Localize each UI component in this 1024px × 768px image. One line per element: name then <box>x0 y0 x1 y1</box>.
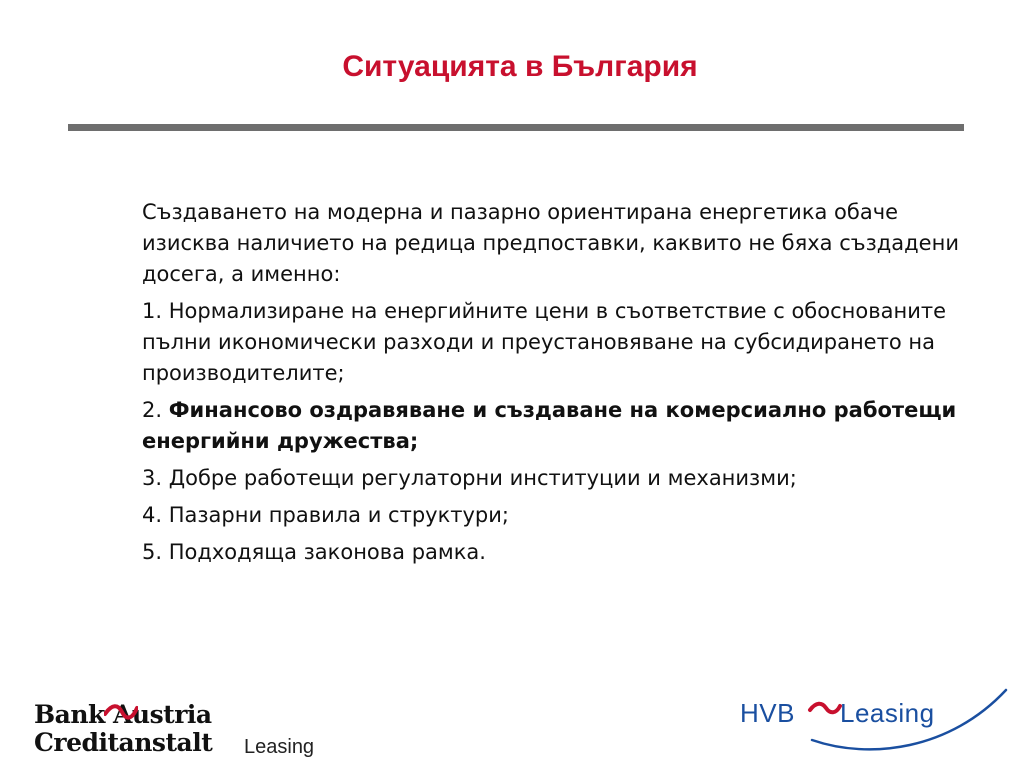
list-number: 1. <box>142 299 169 323</box>
list-number: 3. <box>142 466 169 490</box>
slide-body <box>142 197 962 574</box>
leasing-text: Leasing <box>840 698 935 728</box>
intro-paragraph <box>142 197 962 290</box>
list-item-3 <box>142 463 962 494</box>
bank-austria-swoosh-icon <box>104 702 138 726</box>
logo-sub: Leasing <box>244 736 315 758</box>
list-number: 4. <box>142 503 169 527</box>
hvb-text: HVB <box>740 698 795 728</box>
list-text: Нормализиране на енергийните цени в съответствие с обоснованите пълни икономически разходи и преустановяване на субсидирането на производителите; <box>142 299 946 385</box>
bank-austria-logo <box>34 700 334 764</box>
logo-line1: Bank Austria <box>34 700 212 729</box>
slide-title: Ситуацията в България <box>342 50 698 83</box>
list-item-4 <box>142 500 962 531</box>
list-number: 5. <box>142 540 169 564</box>
title-divider <box>68 124 964 131</box>
list-number: 2. <box>142 398 169 422</box>
list-text: Подходяща законова рамка. <box>168 540 486 564</box>
paragraph-text: Създаването на модерна и пазарно ориентирана енергетика обаче изисква наличието на редица предпоставки, каквито не бяха създадени досега, а именно: <box>142 200 959 286</box>
list-text-bold: Финансово оздравяване и създаване на комерсиално работещи енергийни дружества; <box>142 398 957 453</box>
logo-line2: Creditanstalt <box>34 728 213 757</box>
list-item-1 <box>142 296 962 389</box>
list-item-2 <box>142 395 962 457</box>
list-text: Добре работещи регулаторни институции и механизми; <box>168 466 797 490</box>
list-text: Пазарни правила и структури; <box>168 503 509 527</box>
hvb-leasing-logo <box>740 688 1010 758</box>
list-item-5 <box>142 537 962 568</box>
